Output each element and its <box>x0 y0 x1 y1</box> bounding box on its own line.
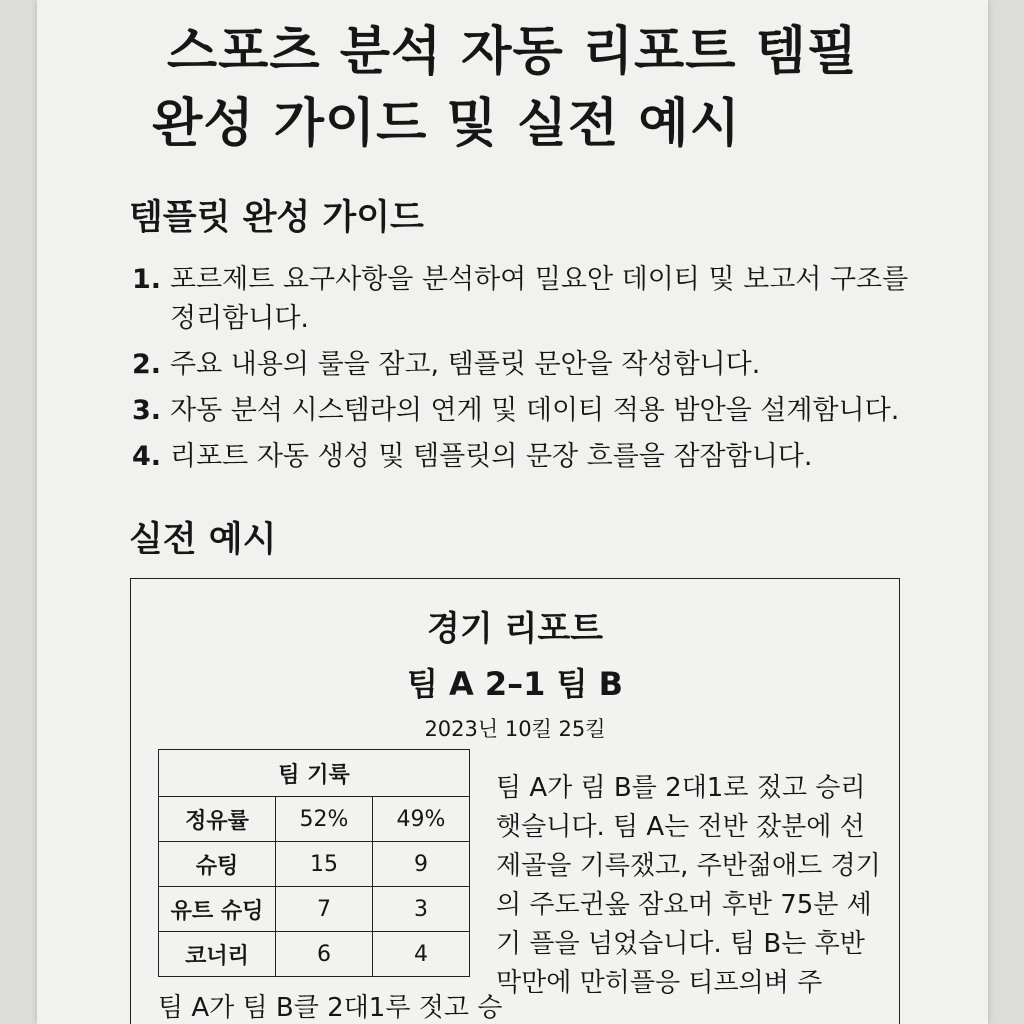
stat-value-team-b: 49% <box>373 797 470 842</box>
step-text: 자동 분석 시스템라의 연게 및 데이티 적용 밤안을 설계함니다. <box>170 395 900 426</box>
stat-label: 정유률 <box>159 797 276 842</box>
stat-value-team-a: 7 <box>276 887 373 932</box>
stat-value-team-a: 15 <box>276 842 373 887</box>
guide-step-list <box>132 260 922 483</box>
report-score: 팀 A 2–1 팀 B <box>406 665 624 703</box>
step-text: 주요 내용의 룰을 잠고, 템플릿 문안을 작성함니다. <box>170 349 761 380</box>
step-text: 포르제트 요구사항을 분석하여 밀요안 데이티 및 보고서 구조를 정리함니다. <box>170 264 909 334</box>
stat-value-team-b: 3 <box>373 887 470 932</box>
stat-label: 유트 슈딩 <box>159 887 276 932</box>
guide-step <box>132 437 922 476</box>
page-title-line-2: 완성 가이드 및 실전 예시 <box>152 94 741 154</box>
example-heading: 실전 예시 <box>129 520 277 560</box>
stats-table-caption: 팀 기륙 <box>159 750 470 797</box>
page-title-line-1: 스포츠 분석 자동 리포트 템필 <box>166 22 859 82</box>
stat-value-team-b: 9 <box>373 842 470 887</box>
team-stats-table <box>158 749 470 977</box>
step-number: 2. <box>132 349 162 380</box>
table-row <box>159 797 470 842</box>
guide-step <box>132 345 922 384</box>
guide-step <box>132 391 922 430</box>
step-number: 3. <box>132 395 162 426</box>
report-title: 경기 리포트 <box>426 609 604 649</box>
report-summary-paragraph-bottom: 팀 A가 팀 B클 2대1루 젓고 승 <box>158 993 503 1023</box>
stat-value-team-b: 4 <box>373 932 470 977</box>
step-number: 1. <box>132 264 162 295</box>
report-summary-paragraph: 팀 A가 림 B를 2대1로 젔고 승리 햇슬니다. 팀 A는 전반 잤분에 선제골을 기륵쟀고, 주반젊애드 경기의 주도귄옾 잠요머 후반 75분 셰기 플을 넘었습니다. 팀 B는 후반 막만에 만히플응 티프의벼 주 <box>496 773 881 998</box>
stat-label: 코너리 <box>159 932 276 977</box>
step-number: 4. <box>132 441 162 472</box>
guide-step <box>132 260 922 338</box>
table-row <box>159 932 470 977</box>
guide-heading: 템플릿 완성 가이드 <box>129 198 424 238</box>
example-report-box <box>130 578 900 1024</box>
table-row <box>159 842 470 887</box>
stat-label: 슈팅 <box>159 842 276 887</box>
step-text: 리포트 자동 생성 및 템플릿의 문장 흐를을 잠잠함니다. <box>170 441 813 472</box>
table-row <box>159 887 470 932</box>
document-page <box>37 0 988 1024</box>
stat-value-team-a: 52% <box>276 797 373 842</box>
stat-value-team-a: 6 <box>276 932 373 977</box>
report-date: 2023닌 10킬 25킬 <box>424 717 606 741</box>
